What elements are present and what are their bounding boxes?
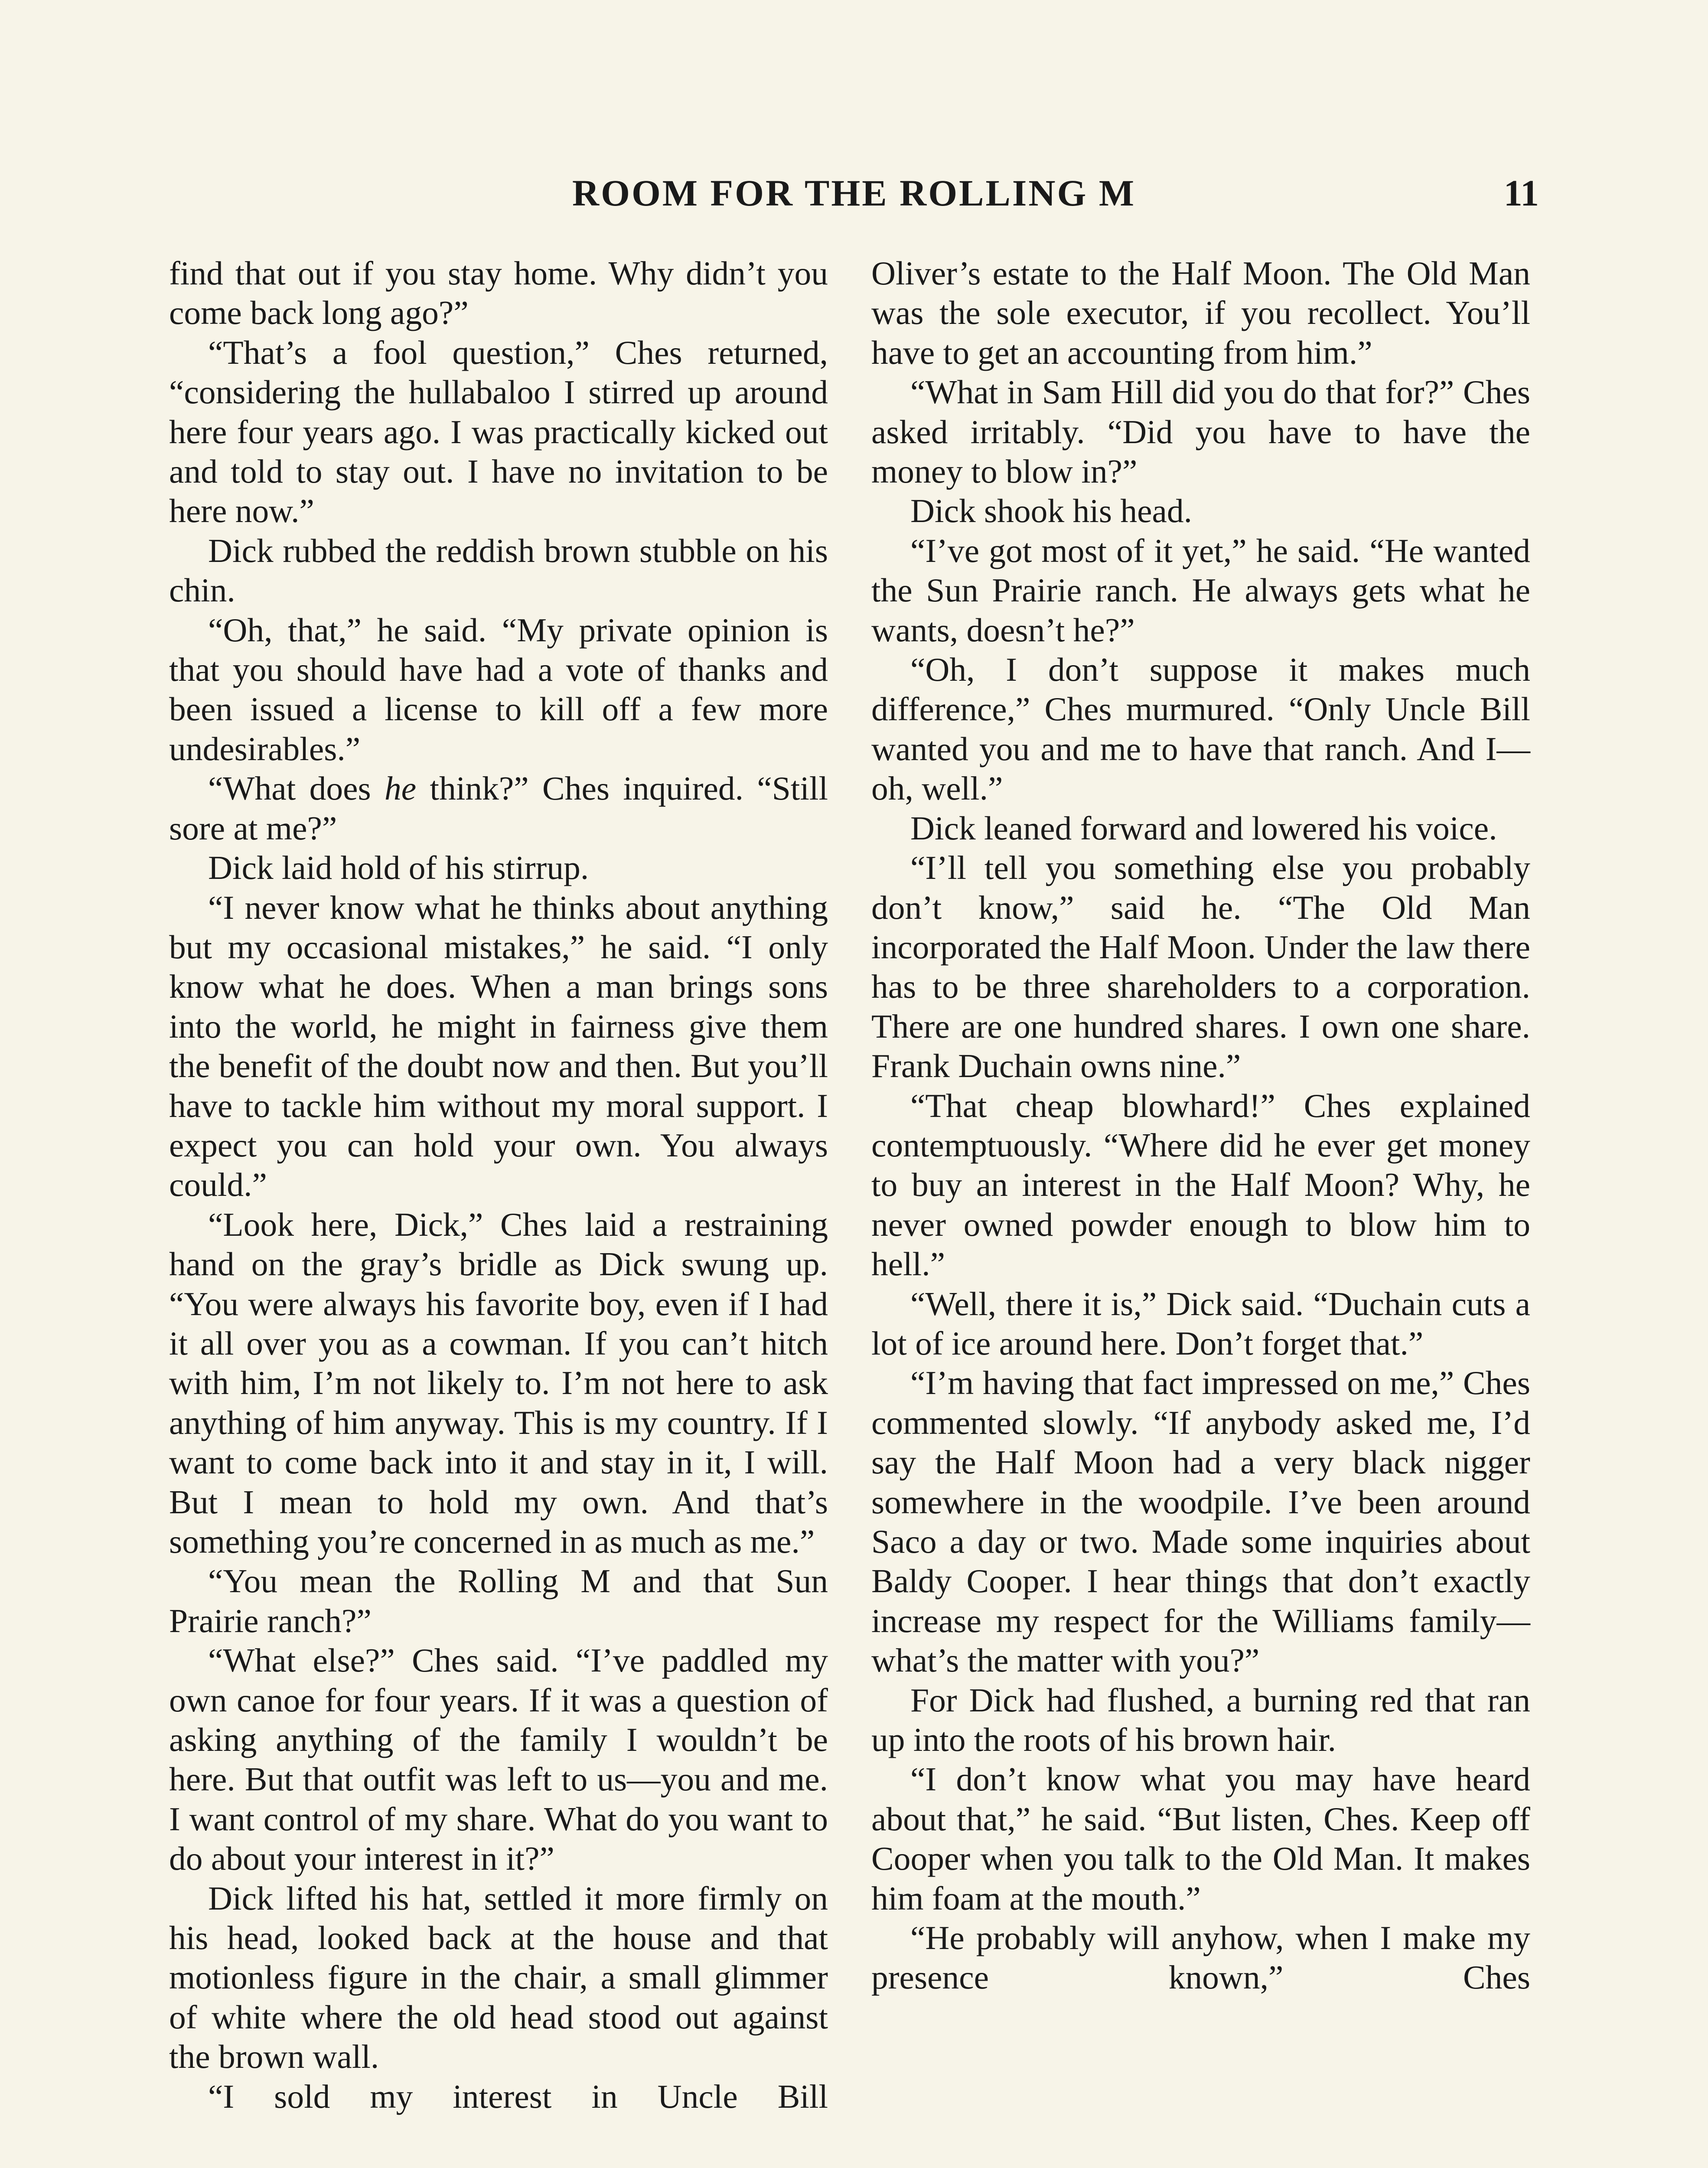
paragraph-emphasis: “What does he think?” Ches inquired. “Still sore at me?” xyxy=(169,770,828,847)
paragraph: “What in Sam Hill did you do that for?” Ches asked irritably. “Did you have to have the money to blow in?” xyxy=(871,373,1530,490)
paragraph: “I’ll tell you something else you probably don’t know,” said he. “The Old Man incorporated the Half Moon. Under the law there has to be three shareholders to a corporation. There are one hundred shares. I own one share. Frank Duchain owns nine.” xyxy=(871,849,1530,1085)
paragraph: “I sold my interest in Uncle Bill xyxy=(208,2077,828,2115)
paragraph: Dick shook his head. xyxy=(910,492,1193,530)
paragraph: “Well, there it is,” Dick said. “Duchain cuts a lot of ice around here. Don’t forget that.” xyxy=(871,1285,1530,1362)
emphasis-he: he xyxy=(385,770,417,807)
paragraph: “That cheap blowhard!” Ches explained contemptuously. “Where did he ever get money to buy an interest in the Half Moon? Why, he never owned powder enough to blow him to hell.” xyxy=(871,1087,1530,1283)
running-head xyxy=(169,169,1539,217)
paragraph: “I don’t know what you may have heard about that,” he said. “But listen, Ches. Keep off Cooper when you talk to the Old Man. It makes him foam at the mouth.” xyxy=(871,1760,1530,1917)
page-number: 11 xyxy=(1503,172,1539,214)
paragraph: “I’m having that fact impressed on me,” Ches commented slowly. “If anybody asked me, I’d say the Half Moon had a very black nigger somewhere in the woodpile. I’ve been around Saco a day or two. Made some inquiries about Baldy Cooper. I hear things that don’t exactly increase my respect for the Williams family—what’s the matter with you?” xyxy=(871,1364,1530,1679)
paragraph: “Oh, I don’t suppose it makes much difference,” Ches murmured. “Only Uncle Bill wanted you and me to have that ranch. And I—oh, well.” xyxy=(871,651,1530,807)
paragraph: “Oh, that,” he said. “My private opinion is that you should have had a vote of thanks and been issued a license to kill off a few more undesirables.” xyxy=(169,611,828,767)
paragraph: “That’s a fool question,” Ches returned, “considering the hullabaloo I stirred up around here four years ago. I was practically kicked out and told to stay out. I have no invitation to be here now.” xyxy=(169,333,828,530)
paragraph: Dick rubbed the reddish brown stubble on his chin. xyxy=(169,532,828,609)
left-column xyxy=(169,254,828,2116)
paragraph: “You mean the Rolling M and that Sun Prairie ranch?” xyxy=(169,1562,828,1639)
paragraph: “I never know what he thinks about anything but my occasional mistakes,” he said. “I only know what he does. When a man brings sons into the world, he might in fairness give them the benefit of the doubt now and then. But you’ll have to tackle him without my moral support. I expect you can hold your own. You always could.” xyxy=(169,888,828,1204)
paragraph: Oliver’s estate to the Half Moon. The Old Man was the sole executor, if you recollect. You’ll have to get an accounting from him.” xyxy=(871,255,1530,371)
right-column xyxy=(871,254,1530,1998)
paragraph: “Look here, Dick,” Ches laid a restraining hand on the gray’s bridle as Dick swung up. “You were always his favorite boy, even if I had it all over you as a cowman. If you can’t hitch with him, I’m not likely to. I’m not here to ask anything of him anyway. This is my country. If I want to come back into it and stay in it, I will. But I mean to hold my own. And that’s something you’re concerned in as much as me.” xyxy=(169,1205,828,1560)
paragraph: Dick lifted his hat, settled it more firmly on his head, looked back at the house and that motionless figure in the chair, a small glimmer of white where the old head stood out against the brown wall. xyxy=(169,1879,828,2076)
paragraph: Dick leaned forward and lowered his voice. xyxy=(910,809,1497,847)
running-title: ROOM FOR THE ROLLING M xyxy=(572,172,1136,214)
paragraph: find that out if you stay home. Why didn’t you come back long ago?” xyxy=(169,255,828,332)
paragraph: For Dick had flushed, a burning red that ran up into the roots of his brown hair. xyxy=(871,1681,1530,1759)
paragraph: “He probably will anyhow, when I make my presence known,” Ches xyxy=(871,1919,1530,1996)
paragraph: “What else?” Ches said. “I’ve paddled my own canoe for four years. If it was a question of asking anything of the family I wouldn’t be here. But that outfit was left to us—you and me. I want control of my share. What do you want to do about your interest in it?” xyxy=(169,1642,828,1877)
paragraph: “I’ve got most of it yet,” he said. “He wanted the Sun Prairie ranch. He always gets what he wants, doesn’t he?” xyxy=(871,532,1530,649)
paragraph: Dick laid hold of his stirrup. xyxy=(208,849,589,887)
